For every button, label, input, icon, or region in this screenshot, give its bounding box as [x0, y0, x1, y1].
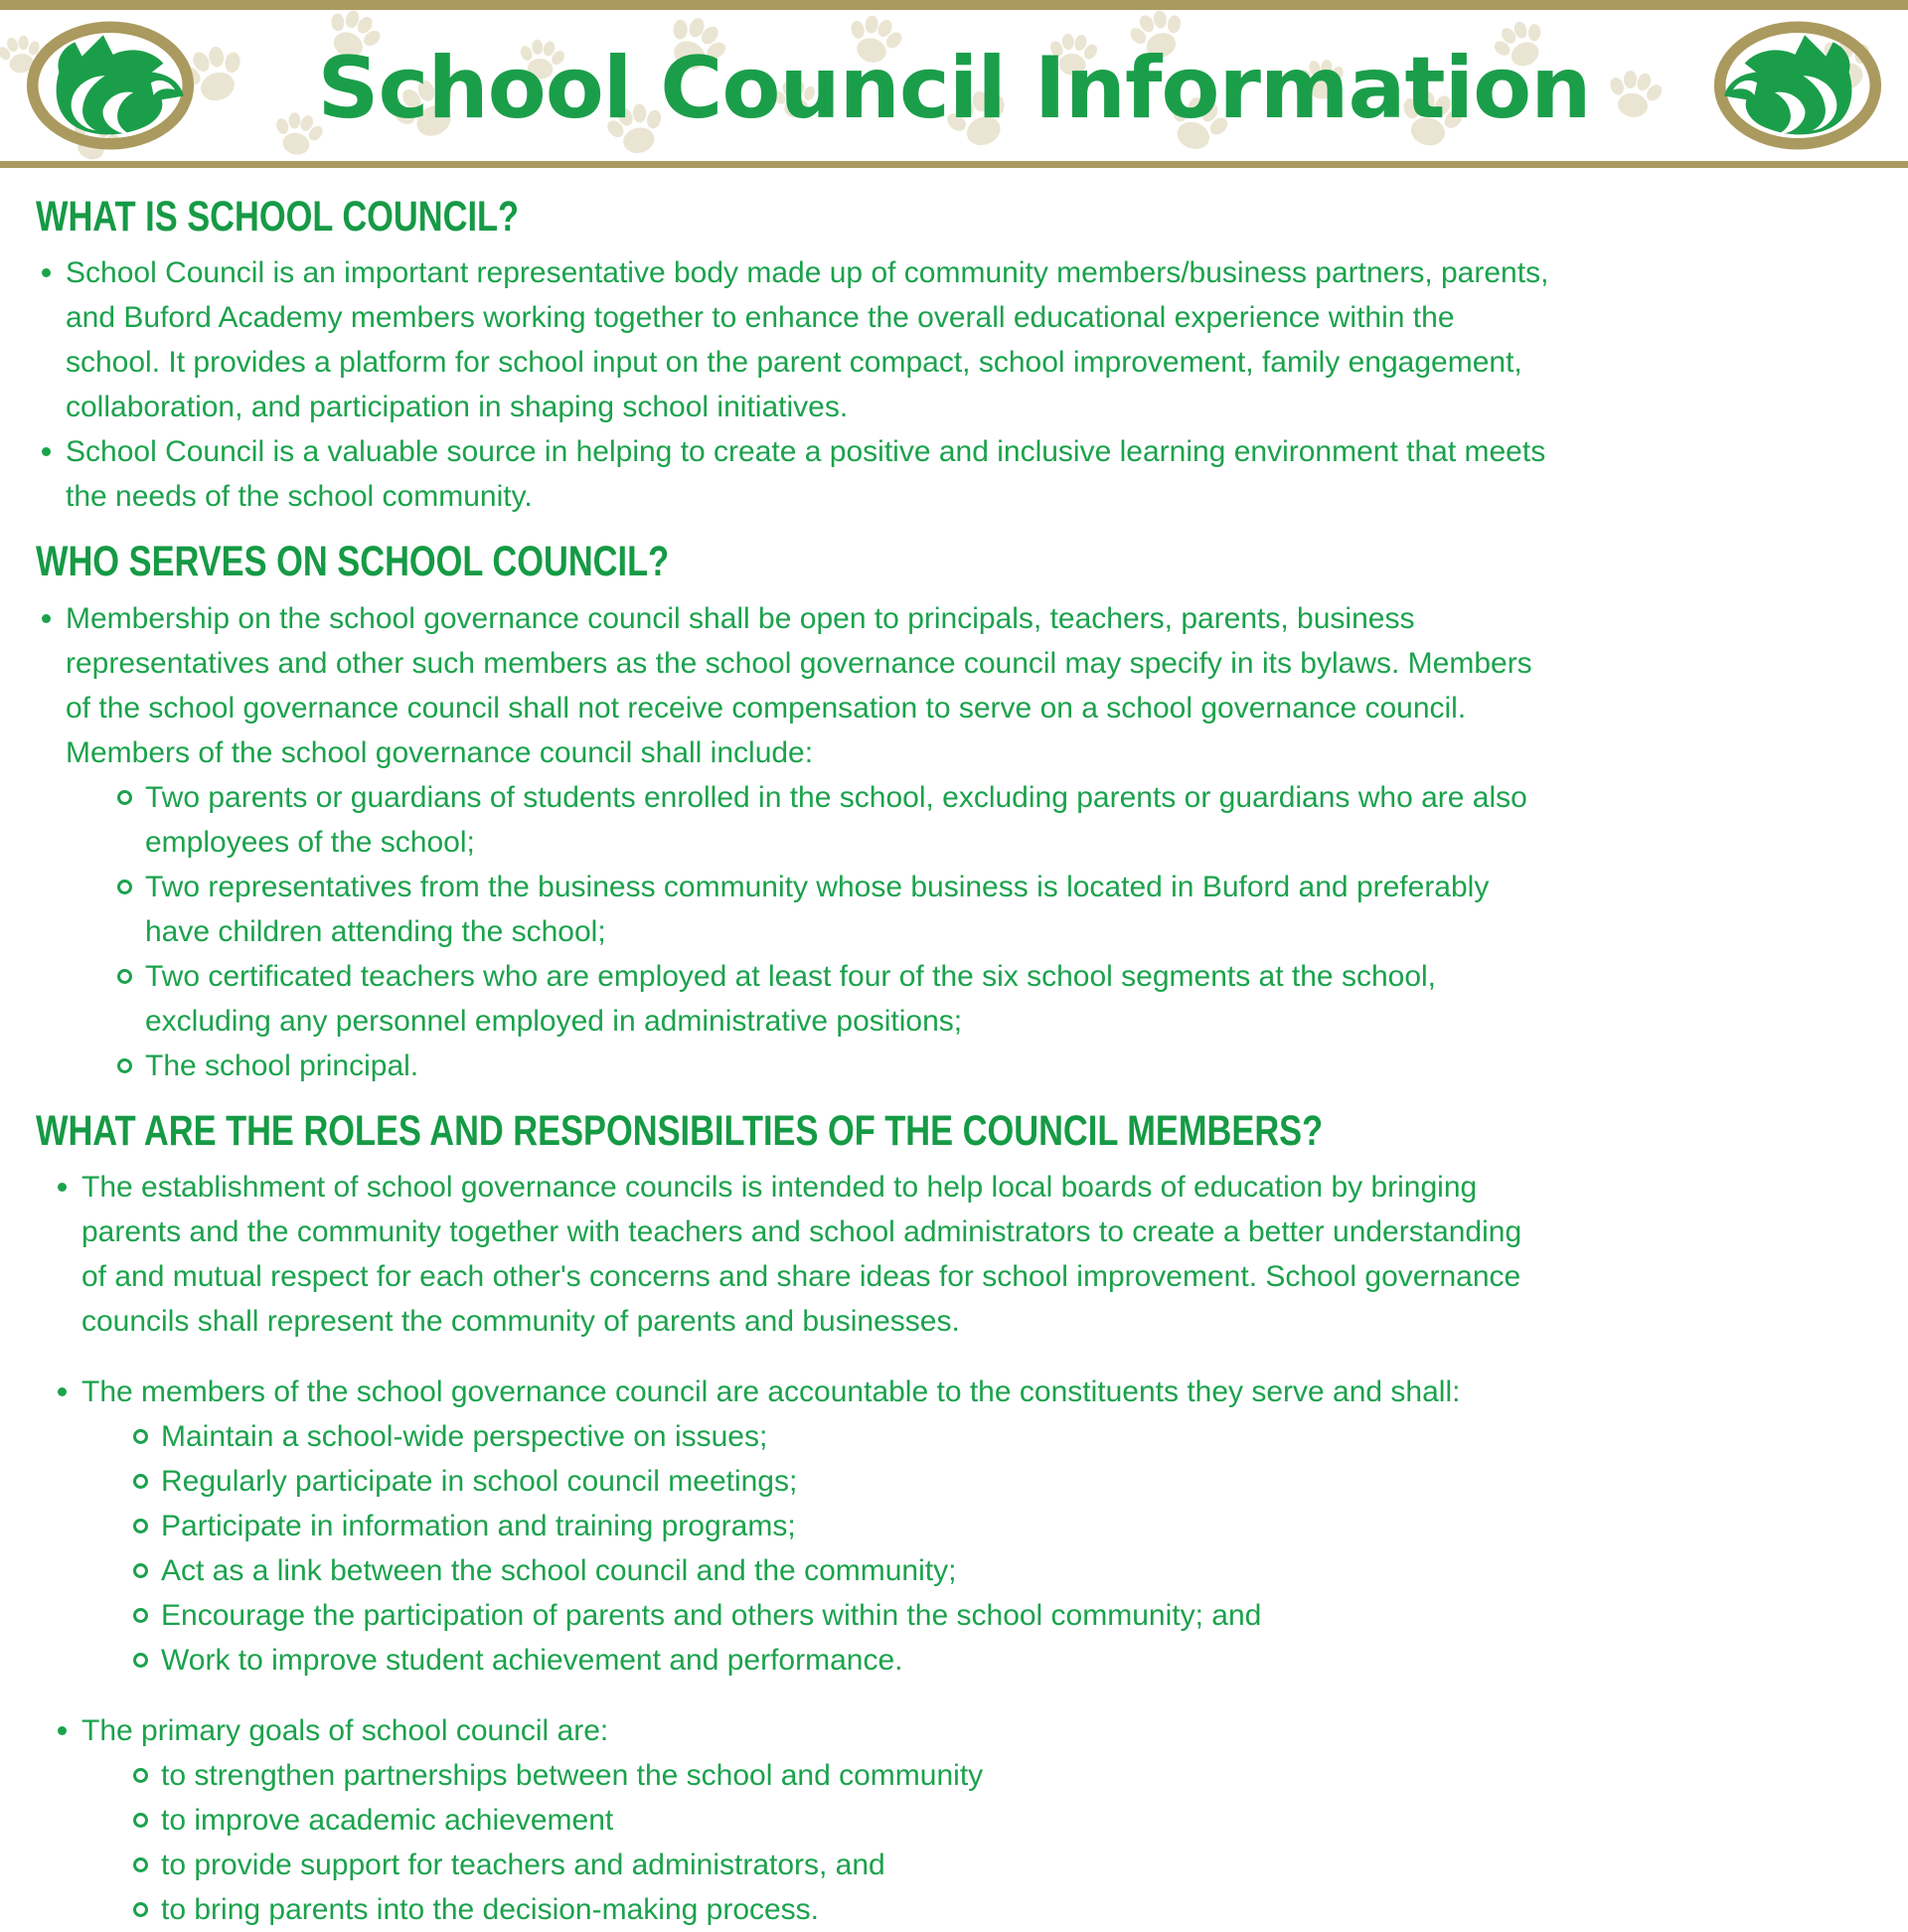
- sub-bullet-item: [129, 1593, 1550, 1638]
- sub-bullet-text: Two representatives from the business community whose business is located in Buford and preferably have children attending the school;: [145, 870, 1490, 948]
- sub-bullet-item: [129, 1638, 1550, 1683]
- section-heading: WHAT IS SCHOOL COUNCIL?: [36, 193, 520, 241]
- bullet-item: [52, 1708, 1550, 1932]
- section-1: [36, 194, 1550, 519]
- bullet-circle-icon: [117, 969, 132, 984]
- bullet-text: School Council is a valuable source in helping to create a positive and inclusive learning environment that meets the needs of the school community.: [66, 435, 1546, 514]
- bullet-circle-icon: [133, 1857, 148, 1872]
- header-row: [0, 0, 1908, 161]
- sub-bullet-item: [129, 1414, 1550, 1459]
- bullet-circle-icon: [133, 1563, 148, 1578]
- bullet-circle-icon: [117, 1058, 132, 1073]
- bullet-dot-icon: [58, 1183, 67, 1192]
- bullet-circle-icon: [117, 790, 132, 805]
- sub-bullet-item: [129, 1798, 1550, 1843]
- bullet-list: [52, 1165, 1550, 1932]
- bullet-circle-icon: [133, 1653, 148, 1668]
- sub-bullet-item: [129, 1548, 1550, 1593]
- bullet-dot-icon: [42, 614, 51, 623]
- sub-bullet-text: The school principal.: [145, 1048, 419, 1082]
- bullet-dot-icon: [58, 1387, 67, 1396]
- bullet-dot-icon: [42, 268, 51, 277]
- bullet-circle-icon: [133, 1902, 148, 1917]
- sub-bullet-text: Regularly participate in school council meetings;: [161, 1464, 798, 1498]
- bullet-item: [36, 250, 1550, 429]
- sub-bullet-item: [129, 1753, 1550, 1798]
- sub-bullet-item: [113, 954, 1550, 1044]
- sub-bullet-item: [129, 1887, 1550, 1932]
- bullet-item: [36, 429, 1550, 519]
- bullet-list: [36, 250, 1550, 519]
- bullet-text: The primary goals of school council are:: [81, 1713, 609, 1747]
- sub-bullet-item: [129, 1504, 1550, 1548]
- bullet-circle-icon: [133, 1608, 148, 1623]
- sub-bullet-text: to strengthen partnerships between the school and community: [161, 1758, 984, 1792]
- section-heading: WHAT ARE THE ROLES AND RESPONSIBILTIES OF THE COUNCIL MEMBERS?: [36, 1106, 1324, 1155]
- bullet-text: Membership on the school governance council shall be open to principals, teachers, parents, business representatives and other such members as the school governance council may specify in its bylaws. Members of the school governance council shall not receive compensation to serve on a school governance council. Members of the school governance council shall include:: [66, 601, 1532, 769]
- bullet-dot-icon: [42, 447, 51, 456]
- bullet-circle-icon: [133, 1429, 148, 1444]
- sub-bullet-list: [129, 1753, 1550, 1932]
- bullet-circle-icon: [133, 1519, 148, 1533]
- bullet-circle-icon: [133, 1474, 148, 1489]
- sub-bullet-text: to improve academic achievement: [161, 1803, 614, 1837]
- bullet-item: [52, 1369, 1550, 1683]
- wolf-mascot-logo-right: [1709, 18, 1886, 153]
- section-heading: WHO SERVES ON SCHOOL COUNCIL?: [36, 538, 670, 586]
- bullet-circle-icon: [133, 1768, 148, 1783]
- sub-bullet-item: [113, 1044, 1550, 1088]
- bullet-text: The establishment of school governance councils is intended to help local boards of education by bringing parents and the community together with teachers and school administrators to create a better understanding of and mutual respect for each other's concerns and share ideas for school improvement. School governance councils shall represent the community of parents and businesses.: [81, 1170, 1522, 1338]
- sub-bullet-text: to bring parents into the decision-making process.: [161, 1892, 820, 1926]
- sub-bullet-text: Maintain a school-wide perspective on issues;: [161, 1419, 768, 1453]
- sub-bullet-list: [113, 775, 1550, 1088]
- sub-bullet-item: [129, 1843, 1550, 1887]
- bullet-circle-icon: [133, 1813, 148, 1828]
- bullet-circle-icon: [117, 880, 132, 894]
- section-3: [36, 1108, 1550, 1932]
- sub-bullet-text: Work to improve student achievement and performance.: [161, 1643, 903, 1677]
- wolf-mascot-logo-left: [22, 18, 199, 153]
- sub-bullet-text: Participate in information and training programs;: [161, 1509, 796, 1542]
- bullet-list: [36, 596, 1550, 1088]
- top-gold-bar: [0, 0, 1908, 10]
- sub-bullet-list: [129, 1414, 1550, 1683]
- sub-bullet-text: Two parents or guardians of students enrolled in the school, excluding parents or guardians who are also employees of the school;: [145, 780, 1527, 859]
- bullet-item: [52, 1165, 1550, 1344]
- sub-bullet-item: [113, 775, 1550, 865]
- bullet-text: School Council is an important representative body made up of community members/business partners, parents, and Buford Academy members working together to enhance the overall educational experience within the school. It provides a platform for school input on the parent compact, school improvement, family engagement, collaboration, and participation in shaping school initiatives.: [66, 256, 1549, 424]
- sub-bullet-text: to provide support for teachers and administrators, and: [161, 1848, 885, 1881]
- sub-bullet-item: [129, 1459, 1550, 1504]
- sub-bullet-item: [113, 865, 1550, 954]
- content: [0, 168, 1908, 1932]
- header-banner: [0, 0, 1908, 168]
- page-title: School Council Information: [317, 39, 1591, 138]
- section-2: [36, 539, 1550, 1087]
- sub-bullet-text: Two certificated teachers who are employed at least four of the six school segments at the school, excluding any personnel employed in administrative positions;: [145, 959, 1437, 1038]
- sub-bullet-text: Act as a link between the school council and the community;: [161, 1553, 957, 1587]
- bullet-dot-icon: [58, 1726, 67, 1735]
- bullet-text: The members of the school governance council are accountable to the constituents they serve and shall:: [81, 1374, 1461, 1408]
- bullet-item: [36, 596, 1550, 1088]
- sub-bullet-text: Encourage the participation of parents and others within the school community; and: [161, 1598, 1262, 1632]
